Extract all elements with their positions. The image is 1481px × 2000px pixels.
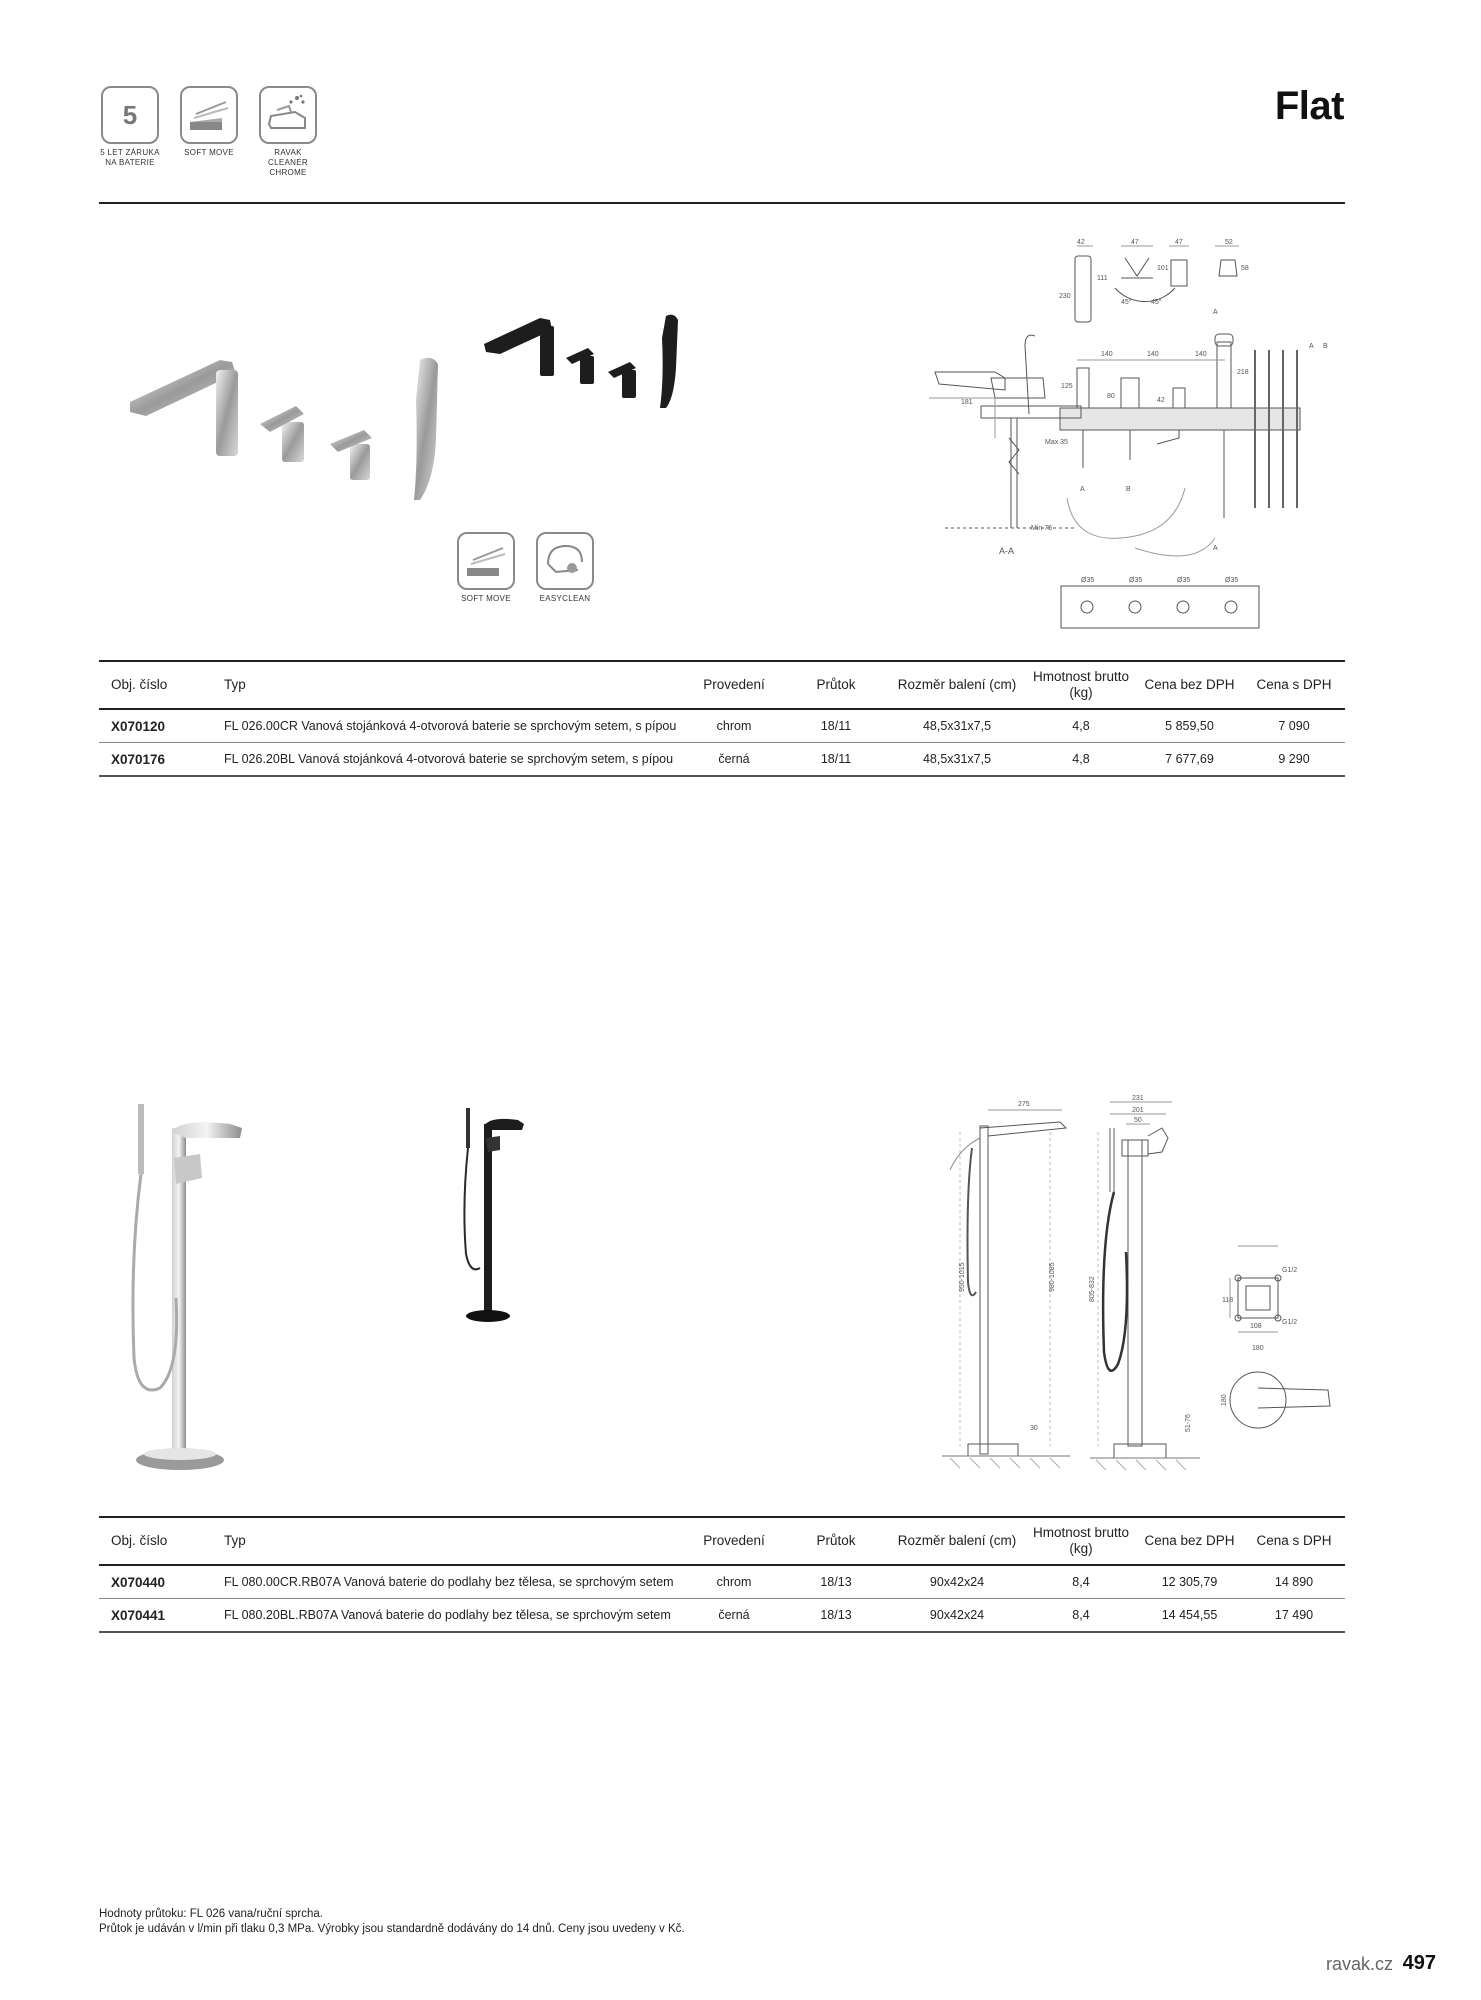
dim-label: 950-1015 [959, 1262, 966, 1292]
table-row [99, 709, 1345, 743]
dim-label: 45° [1121, 299, 1132, 306]
product-finish: černá [684, 743, 784, 777]
header-divider [99, 202, 1345, 204]
footer-website[interactable]: ravak.cz [1325, 1954, 1393, 1974]
dim-label: 58 [1241, 265, 1249, 272]
dim-label: Ø35 [1129, 577, 1143, 584]
product-type: FL 080.20BL.RB07A Vanová baterie do podlahy bez tělesa, se sprchovým setem [220, 1599, 684, 1633]
dim-label: G1/2 [1282, 1267, 1298, 1274]
dim-label: A [1213, 309, 1218, 316]
product-finish: černá [684, 1599, 784, 1633]
product-size: 48,5x31x7,5 [888, 709, 1026, 743]
table-row [99, 1599, 1345, 1633]
dim-label: B [1126, 486, 1131, 493]
soft-move-icon [457, 532, 515, 590]
dim-label: B [1323, 343, 1328, 350]
feature-soft-move [178, 86, 240, 158]
dim-label: Ø35 [1081, 577, 1095, 584]
footnote-line: Průtok je udáván v l/min při tlaku 0,3 MPa. Výrobky jsou standardně dodávány do 14 dnů. Ceny jsou uvedeny v Kč. [99, 1923, 685, 1935]
dim-label: Ø35 [1177, 577, 1191, 584]
product-type: FL 026.00CR Vanová stojánková 4-otvorová baterie se sprchovým setem, s pípou [220, 709, 684, 743]
price-gross: 14 890 [1243, 1565, 1345, 1599]
product-code: X070120 [99, 709, 220, 743]
product-weight: 8,4 [1026, 1599, 1136, 1633]
page-title: Flat [1274, 84, 1344, 128]
col-header: Obj. číslo [99, 1517, 220, 1565]
product-weight: 8,4 [1026, 1565, 1136, 1599]
dim-label: A [1080, 486, 1085, 493]
dim-label: 125 [1061, 383, 1073, 390]
product-photo-chrome-4hole [120, 340, 450, 520]
soft-move-icon [180, 86, 238, 144]
dim-label: 108 [1250, 1323, 1262, 1330]
product-flow: 18/11 [784, 743, 888, 777]
dim-label: 47 [1131, 239, 1139, 246]
table-row [99, 743, 1345, 777]
feature-warranty [99, 86, 161, 168]
table-header-row [99, 1517, 1345, 1565]
warranty-5-icon [101, 86, 159, 144]
page-number: 497 [1402, 1952, 1436, 1974]
col-header: Typ [220, 1517, 684, 1565]
product-code: X070176 [99, 743, 220, 777]
dim-label: 181 [961, 399, 973, 406]
col-header: Obj. číslo [99, 661, 220, 709]
warranty-badge: 5 [122, 100, 138, 130]
feature-easyclean-s1 [534, 532, 596, 604]
col-header: Typ [220, 661, 684, 709]
table-header-row [99, 661, 1345, 709]
price-net: 12 305,79 [1136, 1565, 1243, 1599]
dim-label: Ø35 [1225, 577, 1239, 584]
feature-label: 5 LET ZÁRUKA NA BATERIE [100, 148, 160, 167]
footnote-line: Hodnoty průtoku: FL 026 vana/ruční sprcha. [99, 1908, 323, 1920]
dim-label: 52 [1225, 239, 1233, 246]
product-size: 48,5x31x7,5 [888, 743, 1026, 777]
dim-label: 80 [1107, 393, 1115, 400]
technical-drawing-floor [940, 1092, 1345, 1476]
dim-label: 275 [1018, 1101, 1030, 1108]
product-finish: chrom [684, 709, 784, 743]
dim-label: 230 [1059, 293, 1071, 300]
col-header: Provedení [684, 661, 784, 709]
dim-label: 42 [1077, 239, 1085, 246]
price-gross: 9 290 [1243, 743, 1345, 777]
dim-label: A [1309, 343, 1314, 350]
col-header: Rozměr balení (cm) [888, 661, 1026, 709]
product-photo-chrome-floor [120, 1098, 260, 1478]
dim-label: 805-832 [1089, 1276, 1096, 1302]
dim-label: 201 [1132, 1107, 1144, 1114]
price-net: 7 677,69 [1136, 743, 1243, 777]
product-flow: 18/13 [784, 1599, 888, 1633]
product-photo-black-4hole [480, 308, 700, 418]
product-code: X070440 [99, 1565, 220, 1599]
feature-label: SOFT MOVE [184, 148, 234, 157]
feature-ravak-cleaner [257, 86, 319, 178]
table-row [99, 1565, 1345, 1599]
feature-label: EASYCLEAN [539, 594, 591, 603]
feature-label: SOFT MOVE [461, 594, 511, 603]
dim-label: 45° [1151, 299, 1162, 306]
col-header: Rozměr balení (cm) [888, 1517, 1026, 1565]
product-code: X070441 [99, 1599, 220, 1633]
product-finish: chrom [684, 1565, 784, 1599]
dim-label: A-A [999, 546, 1015, 556]
price-gross: 7 090 [1243, 709, 1345, 743]
dim-label: 140 [1195, 351, 1207, 358]
ravak-cleaner-icon [259, 86, 317, 144]
dim-label: G1/2 [1282, 1319, 1298, 1326]
dim-label: Min 75 [1031, 525, 1053, 532]
dim-label: 180 [1221, 1394, 1228, 1406]
product-table-floor [99, 1516, 1345, 1633]
product-weight: 4,8 [1026, 743, 1136, 777]
col-header: Cena s DPH [1243, 1517, 1345, 1565]
footnote [99, 1907, 685, 1937]
col-header: Průtok [784, 1517, 888, 1565]
dim-label: 111 [1097, 275, 1108, 282]
product-weight: 4,8 [1026, 709, 1136, 743]
price-gross: 17 490 [1243, 1599, 1345, 1633]
col-header: Provedení [684, 1517, 784, 1565]
price-net: 5 859,50 [1136, 709, 1243, 743]
dim-label: 47 [1175, 239, 1183, 246]
product-type: FL 026.20BL Vanová stojánková 4-otvorová baterie se sprchovým setem, s pípou [220, 743, 684, 777]
col-header: Průtok [784, 661, 888, 709]
dim-label: 51-76 [1185, 1414, 1192, 1432]
product-flow: 18/13 [784, 1565, 888, 1599]
product-type: FL 080.00CR.RB07A Vanová baterie do podlahy bez tělesa, se sprchovým setem [220, 1565, 684, 1599]
product-photo-black-floor [460, 1104, 540, 1324]
col-header: Cena s DPH [1243, 661, 1345, 709]
col-header: Cena bez DPH [1136, 661, 1243, 709]
product-flow: 18/11 [784, 709, 888, 743]
technical-drawing-4hole [925, 238, 1345, 630]
dim-label: A [1213, 545, 1218, 552]
product-size: 90x42x24 [888, 1599, 1026, 1633]
dim-label: 980-1085 [1049, 1262, 1056, 1292]
col-header: Hmotnost brutto (kg) [1026, 661, 1136, 709]
feature-label: RAVAK CLEANER CHROME [268, 148, 308, 177]
dim-label: 101 [1157, 265, 1169, 272]
dim-label: 140 [1147, 351, 1159, 358]
dim-label: Max 35 [1045, 439, 1068, 446]
dim-label: 30 [1030, 1425, 1038, 1432]
dim-label: 42 [1157, 397, 1165, 404]
feature-soft-move-s1 [455, 532, 517, 604]
dim-label: 140 [1101, 351, 1113, 358]
dim-label: 218 [1237, 369, 1249, 376]
product-table-4hole [99, 660, 1345, 777]
dim-label: 50 [1134, 1117, 1142, 1124]
dim-label: 180 [1252, 1345, 1264, 1352]
price-net: 14 454,55 [1136, 1599, 1243, 1633]
easyclean-icon [536, 532, 594, 590]
col-header: Cena bez DPH [1136, 1517, 1243, 1565]
dim-label: 118 [1222, 1297, 1234, 1304]
col-header: Hmotnost brutto (kg) [1026, 1517, 1136, 1565]
dim-label: 231 [1132, 1095, 1144, 1102]
product-size: 90x42x24 [888, 1565, 1026, 1599]
